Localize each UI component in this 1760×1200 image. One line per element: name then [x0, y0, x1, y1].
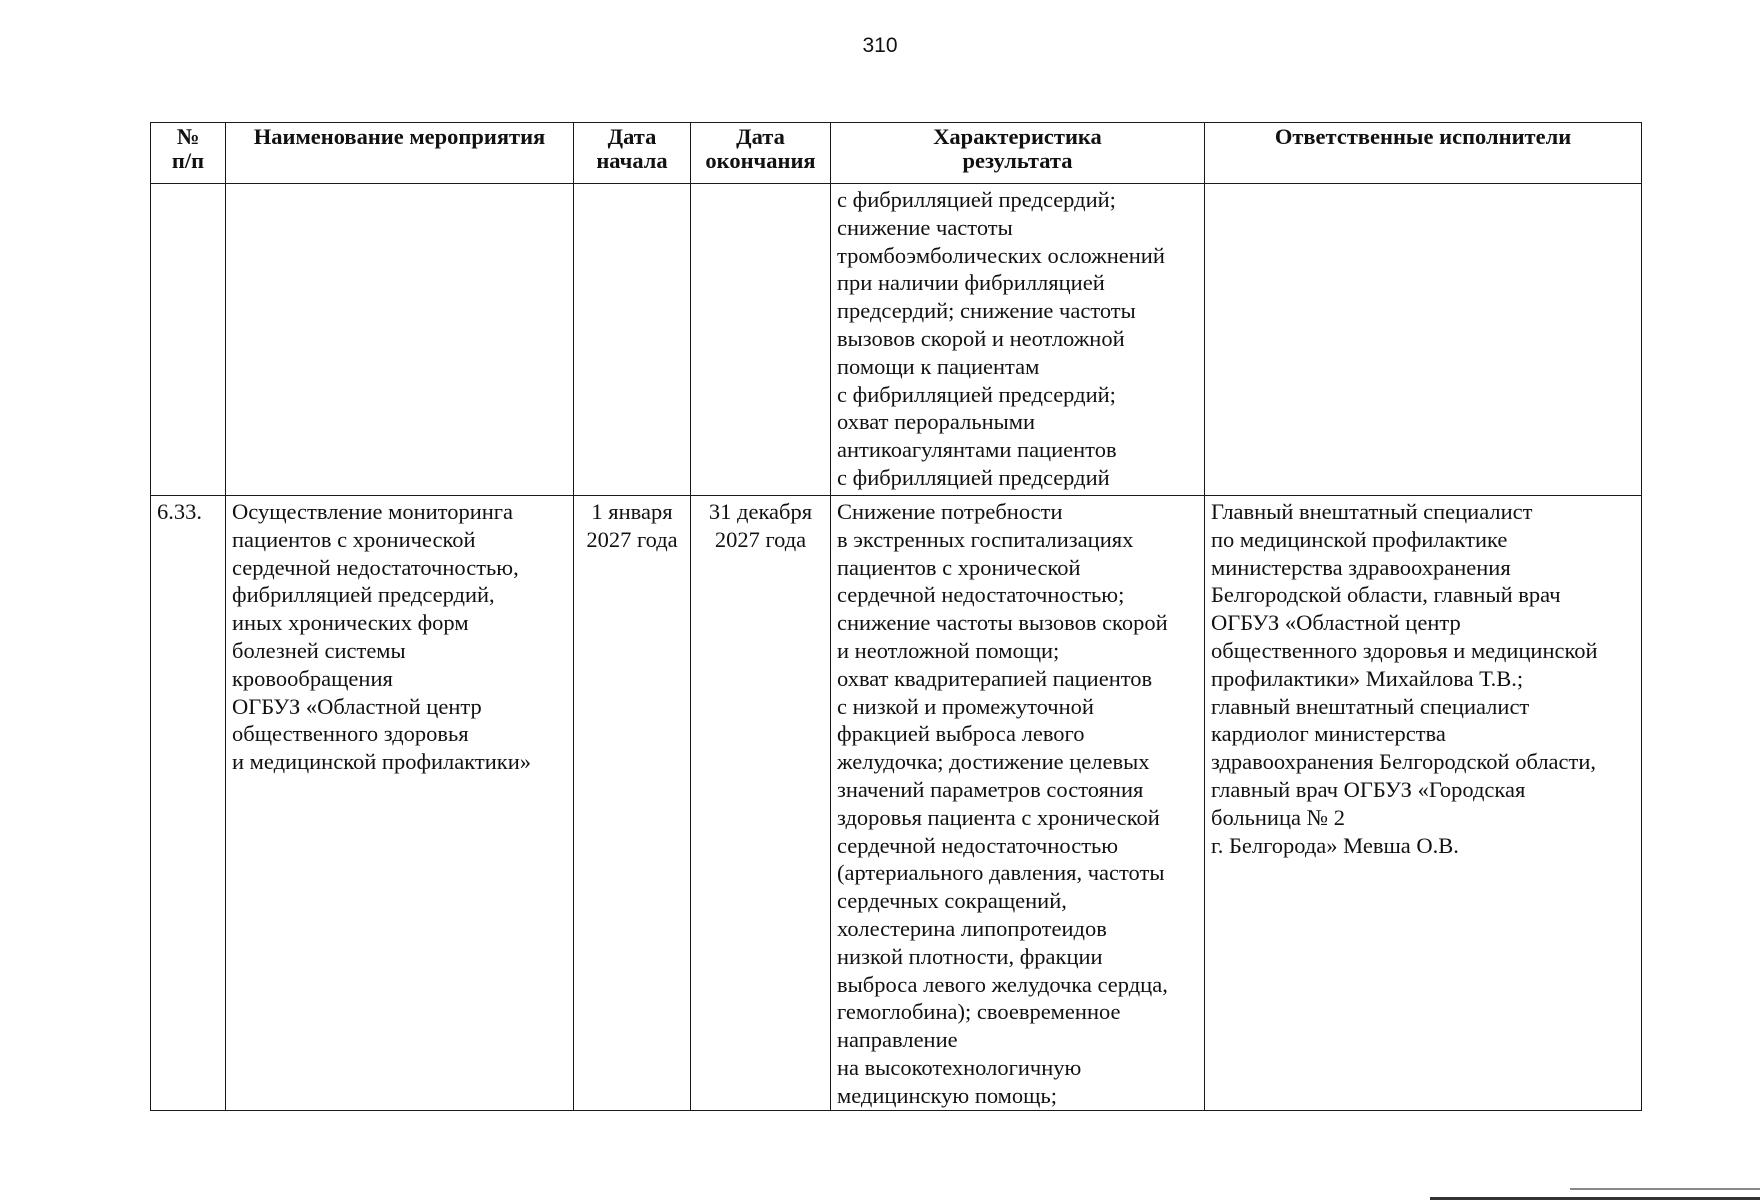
cell-text-line: гемоглобина); своевременное	[837, 999, 1121, 1025]
table-header-row	[151, 123, 1642, 184]
cell-text-line: при наличии фибрилляцией	[837, 270, 1105, 296]
cell-text-line: и медицинской профилактики»	[232, 749, 532, 775]
cell-text-line: пациентов с хронической	[837, 554, 1081, 580]
cell-text-line: №	[176, 124, 200, 149]
cell-text-line: г. Белгорода» Мевша О.В.	[1211, 832, 1459, 858]
cell-text-line: в экстренных госпитализациях	[837, 526, 1134, 552]
row-start-date	[574, 184, 691, 496]
cell-text-line: 31 декабря	[708, 499, 813, 524]
cell-text-line: с низкой и промежуточной	[837, 693, 1094, 719]
cell-text-line: больница № 2	[1211, 804, 1345, 830]
cell-text-line: на высокотехнологичную	[837, 1054, 1082, 1080]
cell-text-line: Характеристика	[933, 124, 1102, 149]
row-name	[226, 496, 574, 1111]
cell-text-line: тромбоэмболических осложнений	[837, 242, 1165, 268]
cell-text-line: 2027 года	[714, 526, 807, 552]
cell-text-line: общественного здоровья и медицинской	[1211, 637, 1598, 663]
scan-edge-line	[1570, 1188, 1760, 1190]
cell-text-line: Дата	[607, 124, 657, 149]
cell-text-line: результата	[962, 148, 1073, 173]
cell-text-line: Дата	[736, 124, 785, 149]
table-row	[151, 184, 1642, 496]
cell-text-line: ОГБУЗ «Областной центр	[232, 693, 482, 719]
cell-text-line: окончания	[705, 148, 816, 173]
cell-text-line: министерства здравоохранения	[1211, 554, 1511, 580]
cell-text-line: холестерина липопротеидов	[837, 915, 1107, 941]
cell-text-line: охват пероральными	[837, 409, 1036, 435]
cell-text-line: фракцией выброса левого	[837, 721, 1085, 747]
cell-text-line: Главный внештатный специалист	[1211, 499, 1533, 524]
cell-text-line: снижение частоты	[837, 214, 1013, 240]
row-result	[831, 184, 1205, 496]
cell-text-line: ОГБУЗ «Областной центр	[1211, 610, 1461, 636]
cell-text-line: Снижение потребности	[837, 499, 1063, 524]
row-responsible	[1205, 184, 1642, 496]
row-responsible	[1205, 496, 1642, 1111]
cell-text-line: охват квадритерапией пациентов	[837, 665, 1153, 691]
header-end-date	[691, 123, 831, 184]
cell-text-line: по медицинской профилактике	[1211, 526, 1508, 552]
header-start-date	[574, 123, 691, 184]
cell-text-line: болезней системы	[232, 637, 406, 663]
cell-text-line: значений параметров состояния	[837, 776, 1144, 802]
page-number: 310	[862, 34, 898, 57]
row-end-date	[691, 184, 831, 496]
cell-text-line: фибрилляцией предсердий,	[232, 582, 495, 608]
cell-text-line: (артериального давления, частоты	[837, 860, 1165, 886]
row-num: 6.33.	[151, 496, 226, 1111]
cell-text-line: п/п	[171, 148, 205, 173]
cell-text-line: кардиолог министерства	[1211, 721, 1446, 747]
cell-text-line: начала	[596, 148, 668, 173]
row-end-date	[691, 496, 831, 1111]
row-start-date	[574, 496, 691, 1111]
cell-text-line: сердечных сокращений,	[837, 888, 1067, 914]
cell-text-line: с фибрилляцией предсердий;	[837, 381, 1116, 407]
cell-text-line: Ответственные исполнители	[1274, 124, 1572, 149]
header-responsible	[1205, 123, 1642, 184]
cell-text-line: главный врач ОГБУЗ «Городская	[1211, 776, 1526, 802]
cell-text-line: вызовов скорой и неотложной	[837, 325, 1125, 351]
cell-text-line: сердечной недостаточностью,	[232, 554, 519, 580]
cell-text-line: антикоагулянтами пациентов	[837, 437, 1117, 463]
cell-text-line: 1 января	[591, 499, 673, 524]
cell-text-line: с фибрилляцией предсердий;	[837, 187, 1116, 212]
row-name	[226, 184, 574, 496]
cell-text-line: сердечной недостаточностью	[837, 832, 1119, 858]
header-result	[831, 123, 1205, 184]
cell-text-line: Белгородской области, главный врач	[1211, 582, 1561, 608]
cell-text-line: здравоохранения Белгородской области,	[1211, 749, 1597, 775]
cell-text-line: Наименование мероприятия	[253, 124, 546, 149]
cell-text-line: здоровья пациента с хронической	[837, 804, 1160, 830]
cell-text-line: с фибрилляцией предсердий	[837, 464, 1110, 490]
cell-text-line: Осуществление мониторинга	[232, 499, 514, 524]
cell-text-line: общественного здоровья	[232, 721, 469, 747]
row-num	[151, 184, 226, 496]
cell-text-line: помощи к пациентам	[837, 353, 1040, 379]
cell-text-line: и неотложной помощи;	[837, 637, 1060, 663]
cell-text-line: выброса левого желудочка сердца,	[837, 971, 1168, 997]
activities-table	[150, 122, 1642, 1111]
header-num	[151, 123, 226, 184]
cell-text-line: желудочка; достижение целевых	[837, 749, 1150, 775]
cell-text-line: медицинскую помощь;	[837, 1082, 1058, 1108]
row-result	[831, 496, 1205, 1111]
table-row	[151, 496, 1642, 1111]
cell-text-line: кровообращения	[232, 665, 393, 691]
cell-text-line: сердечной недостаточностью;	[837, 582, 1125, 608]
cell-text-line: главный внештатный специалист	[1211, 693, 1530, 719]
cell-text-line: профилактики» Михайлова Т.В.;	[1211, 665, 1524, 691]
cell-text-line: низкой плотности, фракции	[837, 943, 1103, 969]
cell-text-line: пациентов с хронической	[232, 526, 476, 552]
cell-text-line: иных хронических форм	[232, 610, 469, 636]
cell-text-line: снижение частоты вызовов скорой	[837, 610, 1168, 636]
cell-text-line: направление	[837, 1027, 958, 1053]
cell-text-line: 2027 года	[586, 526, 678, 552]
cell-text-line: предсердий; снижение частоты	[837, 298, 1136, 324]
header-name	[226, 123, 574, 184]
